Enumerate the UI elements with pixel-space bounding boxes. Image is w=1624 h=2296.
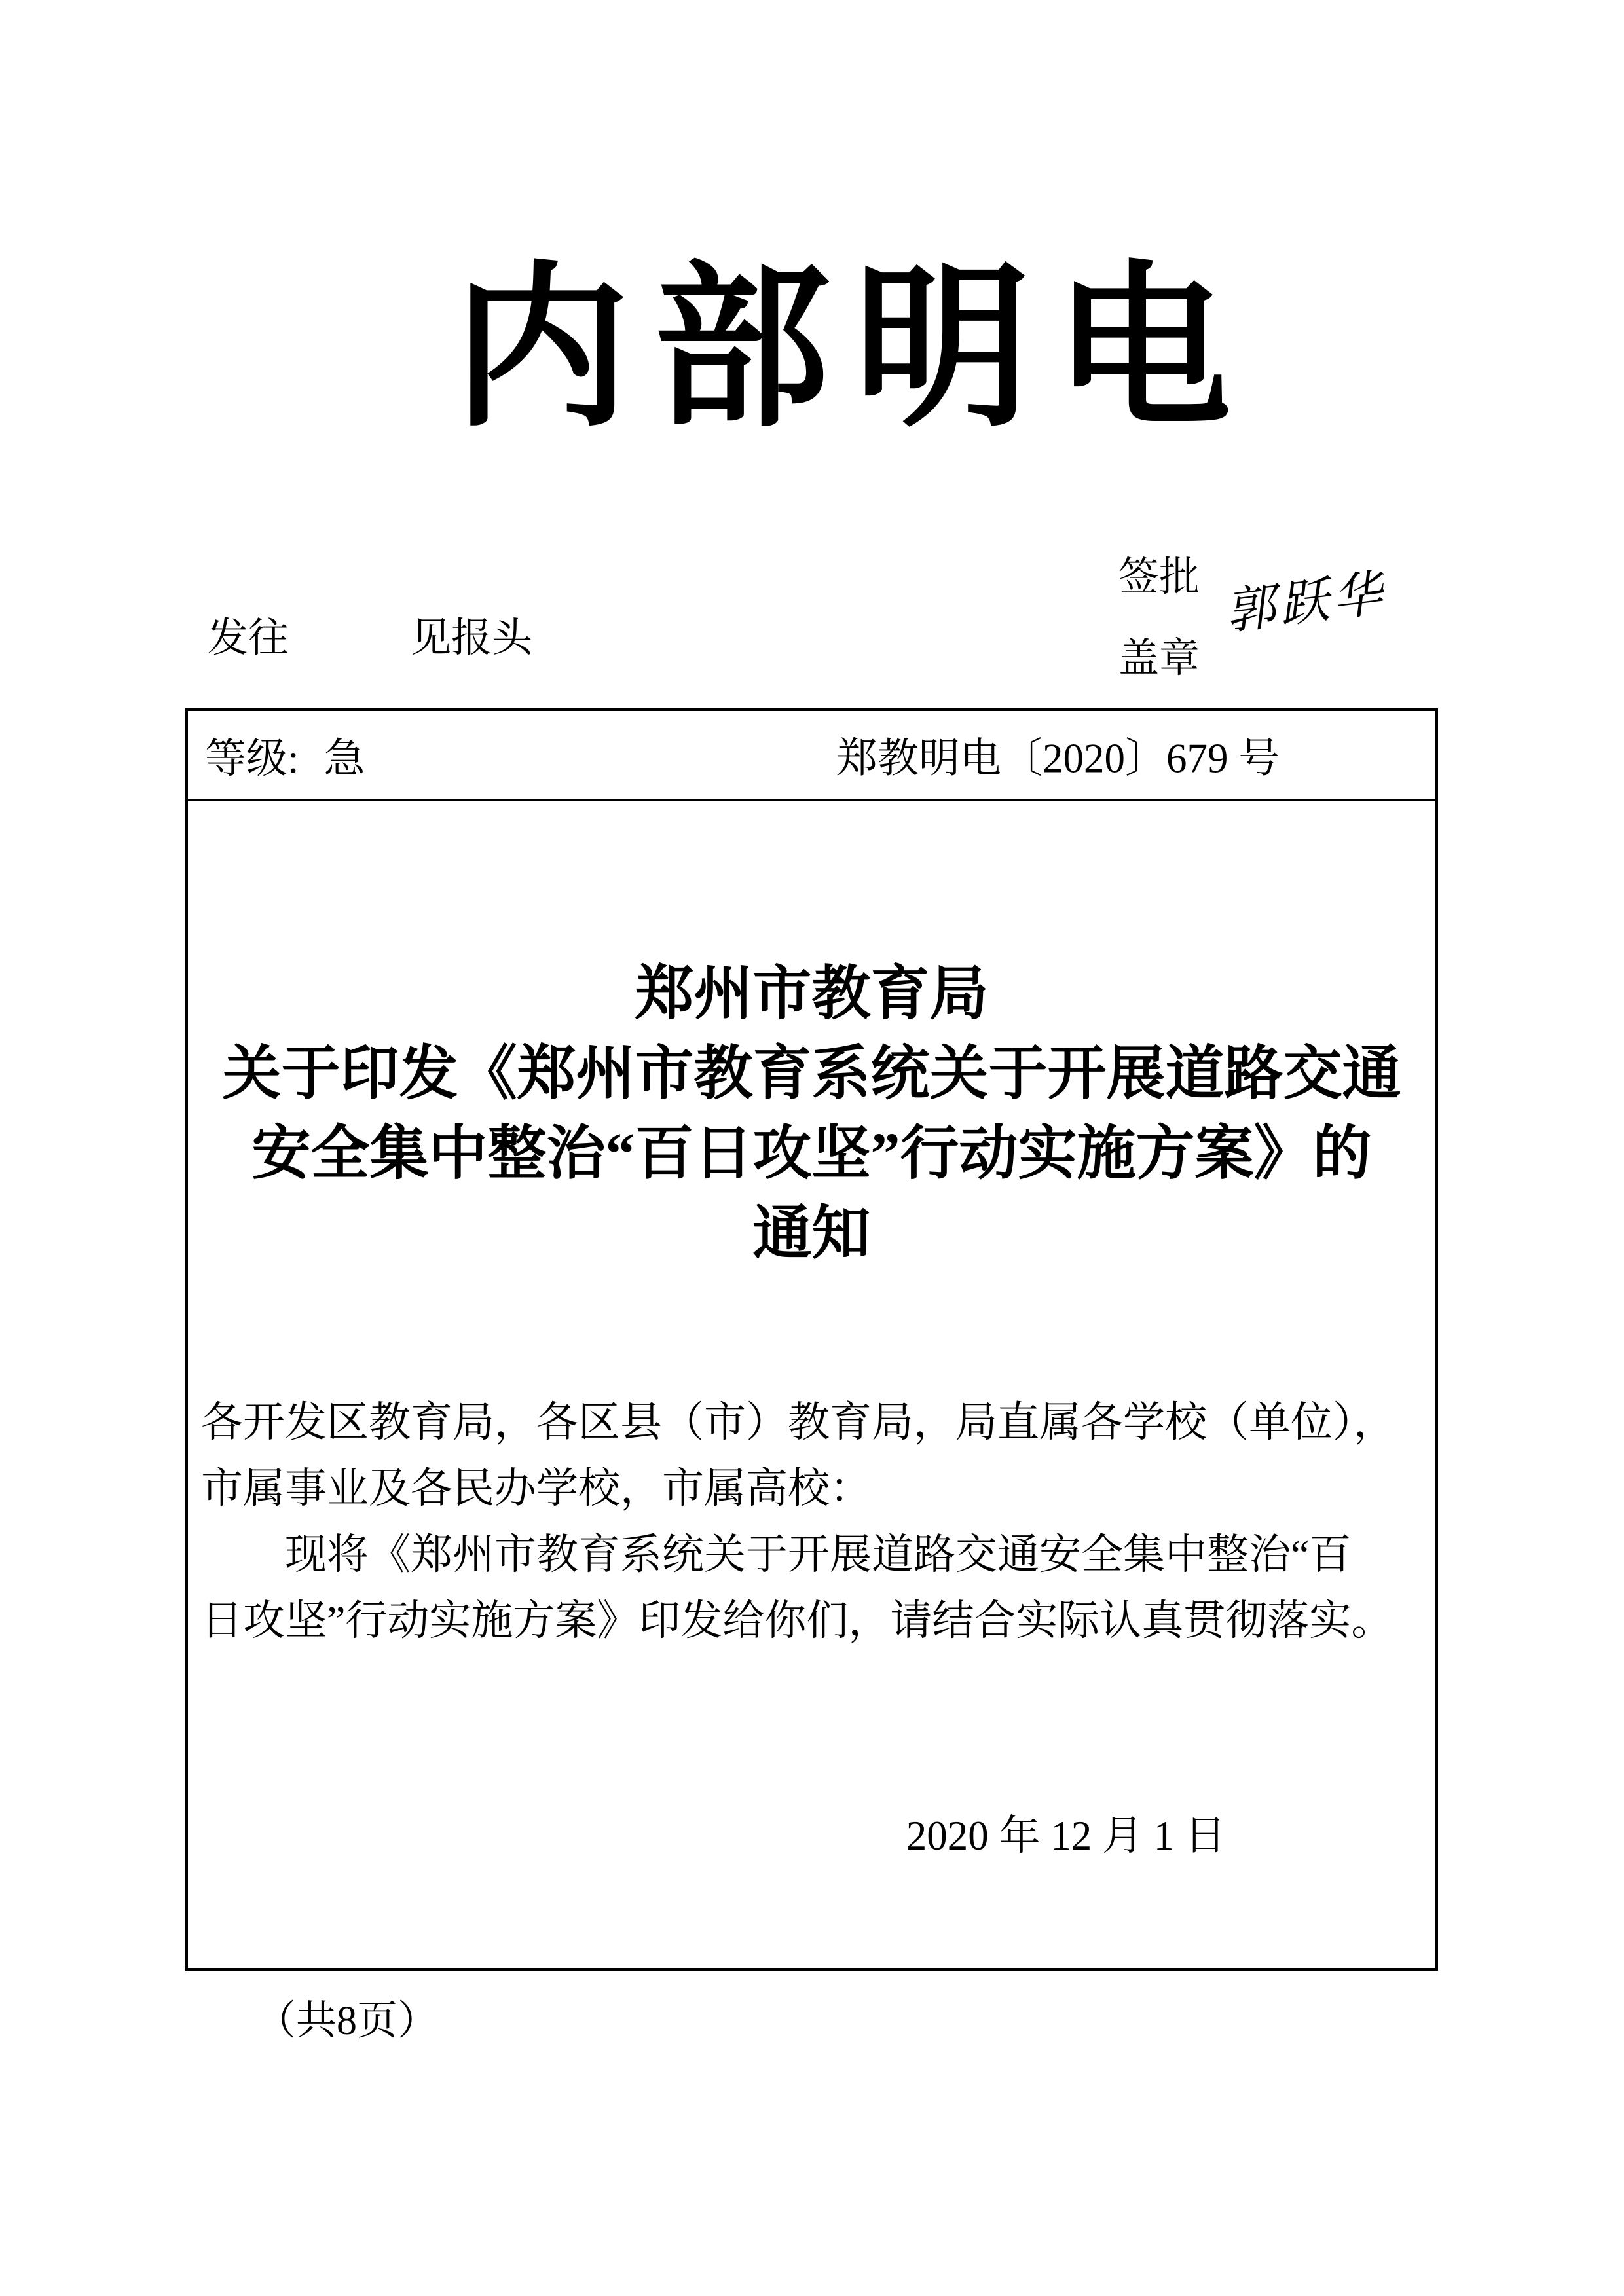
urgency-level-label: 等级: xyxy=(205,735,299,782)
sign-approve-label: 签批 xyxy=(1118,555,1200,600)
document-frame xyxy=(185,708,1438,1971)
body-paragraph-line: 日攻坚”行动实施方案》印发给你们，请结合实际认真贯彻落实。 xyxy=(201,1597,1393,1644)
urgency-row xyxy=(188,711,1435,801)
notice-body xyxy=(201,1389,1425,1654)
send-to-label: 发往 xyxy=(208,616,289,661)
masthead-title: 内部明电 xyxy=(453,252,1255,448)
seal-label: 盖章 xyxy=(1118,636,1200,681)
salutation-line: 市属事业及各民办学校，市属高校： xyxy=(201,1465,872,1512)
page-count-note: （共8页） xyxy=(255,1999,439,2043)
urgency-level-value: 急 xyxy=(323,735,365,782)
notice-title-line: 关于印发《郑州市教育系统关于开展道路交通 xyxy=(222,1042,1401,1106)
issue-date: 2020 年 12 月 1 日 xyxy=(906,1813,1226,1859)
notice-title-block xyxy=(188,955,1435,1274)
salutation-line: 各开发区教育局，各区县（市）教育局，局直属各学校（单位）， xyxy=(201,1399,1395,1446)
notice-title-line: 安全集中整治“百日攻坚”行动实施方案》的 xyxy=(251,1121,1372,1186)
body-paragraph-line: 现将《郑州市教育系统关于开展道路交通安全集中整治“百 xyxy=(285,1531,1352,1578)
signature-name: 郭跃华 xyxy=(1222,566,1390,640)
send-to-value: 见报头 xyxy=(411,616,533,661)
notice-title-line: 郑州市教育局 xyxy=(635,962,989,1027)
document-number: 郑教明电〔2020〕679 号 xyxy=(836,735,1280,782)
notice-title-line: 通知 xyxy=(752,1201,871,1266)
